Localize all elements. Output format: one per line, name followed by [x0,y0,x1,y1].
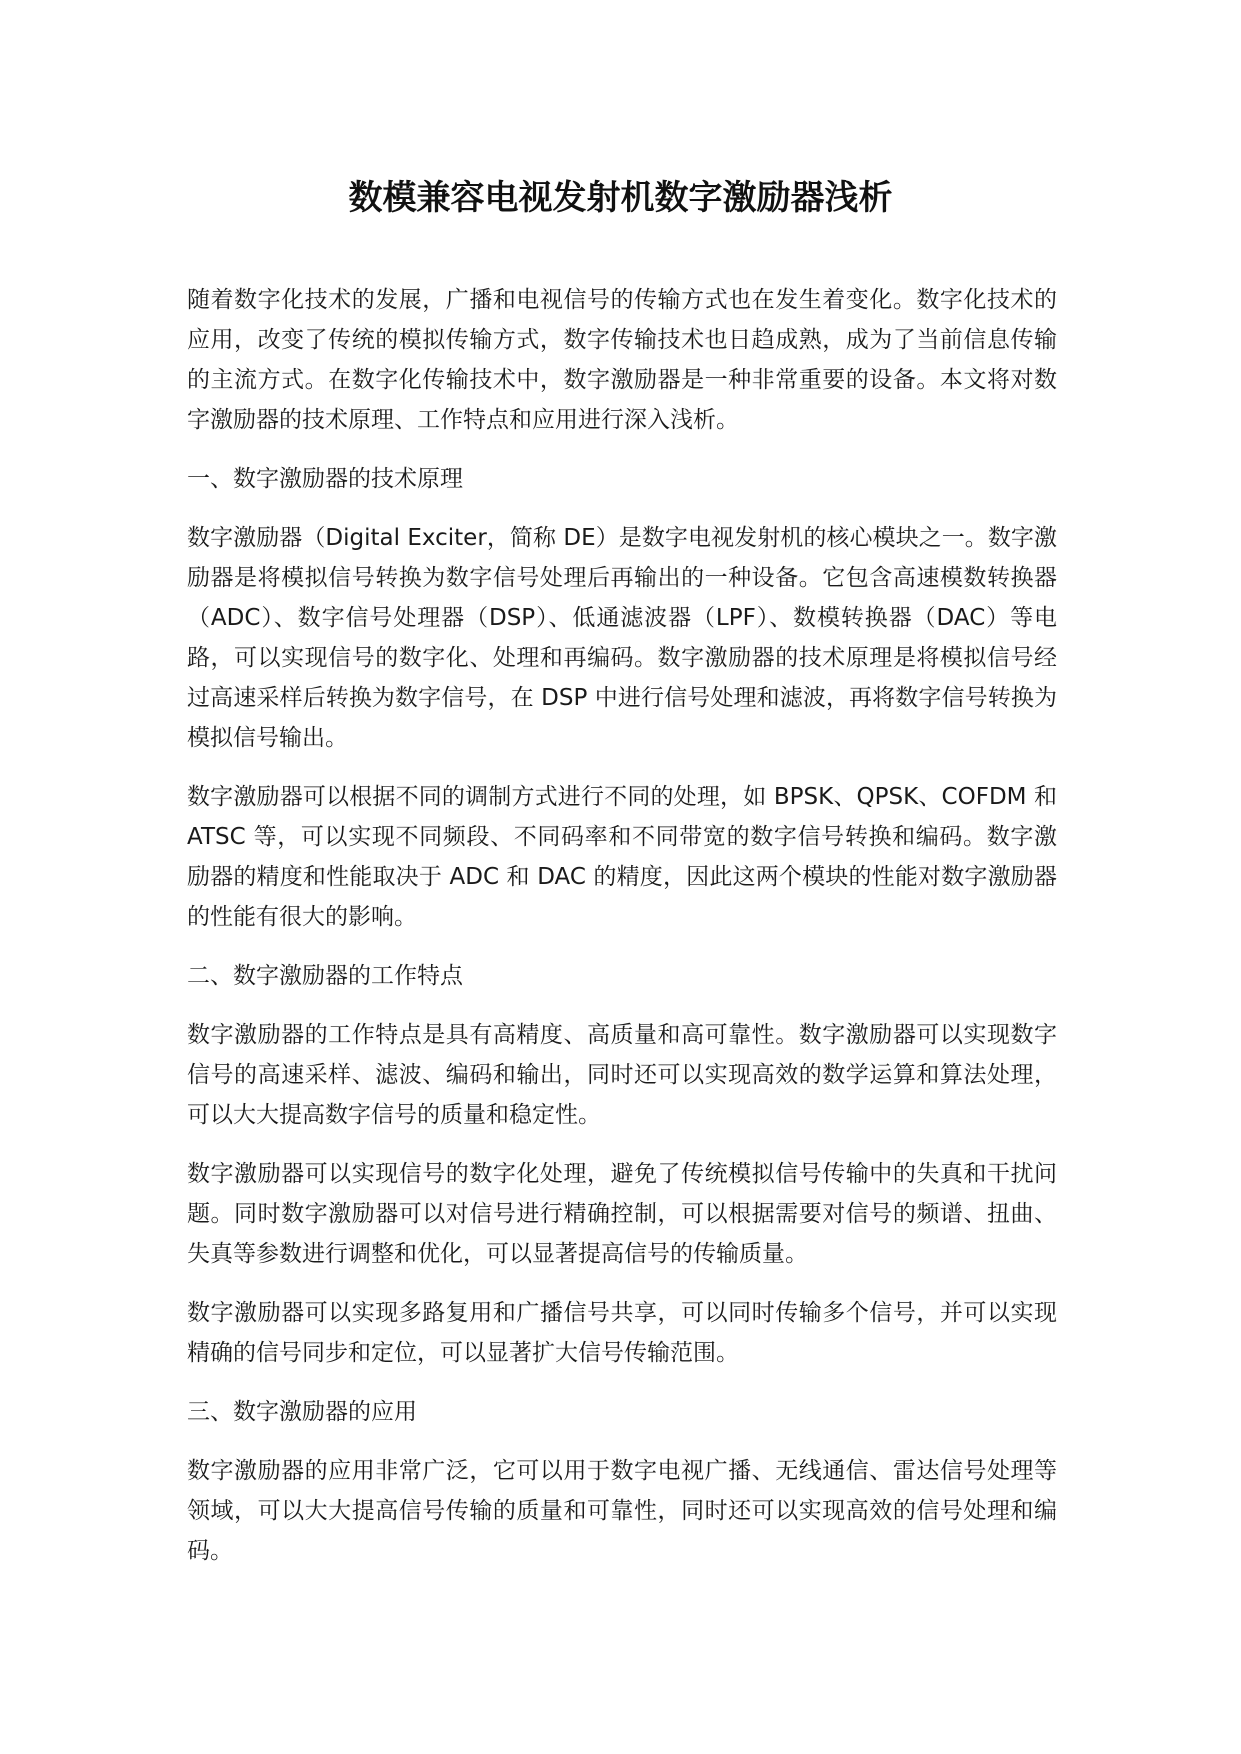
principle-paragraph-1: 数字激励器（Digital Exciter，简称 DE）是数字电视发射机的核心模块之一。数字激励器是将模拟信号转换为数字信号处理后再输出的一种设备。它包含高速模数转换器（ADC）、数字信号处理器（DSP）、低通滤波器（LPF）、数模转换器（DAC）等电路，可以实现信号的数字化、处理和再编码。数字激励器的技术原理是将模拟信号经过高速采样后转换为数字信号，在 DSP 中进行信号处理和滤波，再将数字信号转换为模拟信号输出。 [187,525,1057,751]
section-heading-principle: 一、数字激励器的技术原理 [187,466,463,492]
intro-paragraph: 随着数字化技术的发展，广播和电视信号的传输方式也在发生着变化。数字化技术的应用，改变了传统的模拟传输方式，数字传输技术也日趋成熟，成为了当前信息传输的主流方式。在数字化传输技术中，数字激励器是一种非常重要的设备。本文将对数字激励器的技术原理、工作特点和应用进行深入浅析。 [187,287,1057,433]
features-paragraph-2: 数字激励器可以实现信号的数字化处理，避免了传统模拟信号传输中的失真和干扰问题。同时数字激励器可以对信号进行精确控制，可以根据需要对信号的频谱、扭曲、失真等参数进行调整和优化，可以显著提高信号的传输质量。 [187,1161,1057,1267]
features-paragraph-3: 数字激励器可以实现多路复用和广播信号共享，可以同时传输多个信号，并可以实现精确的信号同步和定位，可以显著扩大信号传输范围。 [187,1300,1057,1366]
section-heading-applications: 三、数字激励器的应用 [187,1399,417,1425]
features-paragraph-1: 数字激励器的工作特点是具有高精度、高质量和高可靠性。数字激励器可以实现数字信号的高速采样、滤波、编码和输出，同时还可以实现高效的数学运算和算法处理，可以大大提高数字信号的质量和稳定性。 [187,1022,1057,1128]
principle-paragraph-2: 数字激励器可以根据不同的调制方式进行不同的处理，如 BPSK、QPSK、COFDM 和 ATSC 等，可以实现不同频段、不同码率和不同带宽的数字信号转换和编码。数字激励器的精度和性能取决于 ADC 和 DAC 的精度，因此这两个模块的性能对数字激励器的性能有很大的影响。 [187,784,1057,930]
section-heading-features: 二、数字激励器的工作特点 [187,963,463,989]
document-body [187,280,1057,1590]
document-title: 数模兼容电视发射机数字激励器浅析 [348,178,893,218]
applications-paragraph: 数字激励器的应用非常广泛，它可以用于数字电视广播、无线通信、雷达信号处理等领域，可以大大提高信号传输的质量和可靠性，同时还可以实现高效的信号处理和编码。 [187,1458,1057,1564]
